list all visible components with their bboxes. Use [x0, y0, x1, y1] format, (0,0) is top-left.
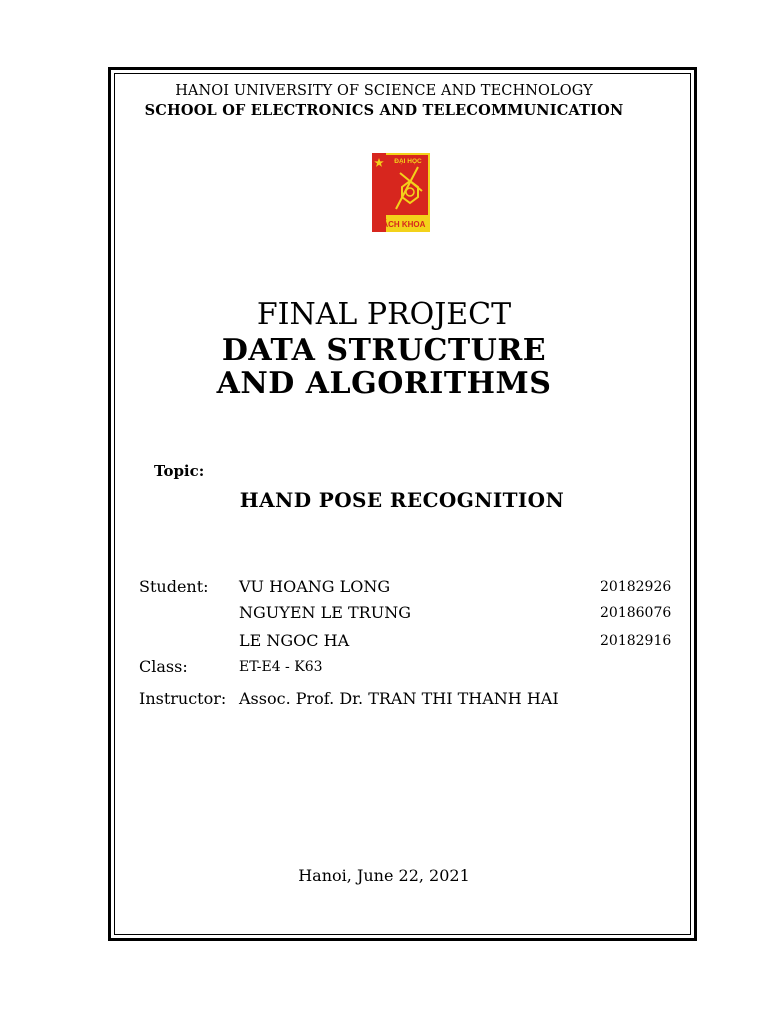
project-title-line2: AND ALGORITHMS: [216, 366, 552, 401]
student-name-2: NGUYEN LE TRUNG: [239, 603, 411, 622]
project-type: FINAL PROJECT: [256, 297, 512, 332]
date-place: Hanoi, June 22, 2021: [298, 866, 470, 885]
student-label: Student:: [139, 577, 209, 596]
university-name: HANOI UNIVERSITY OF SCIENCE AND TECHNOLOGY: [175, 83, 593, 99]
topic-value: HAND POSE RECOGNITION: [239, 488, 565, 512]
instructor-label: Instructor:: [139, 689, 227, 708]
class-label: Class:: [139, 657, 188, 676]
university-logo: [372, 153, 430, 232]
student-id-2: 20186076: [600, 605, 672, 621]
student-id-3: 20182916: [600, 633, 672, 649]
student-name-3: LE NGOC HA: [239, 631, 350, 650]
logo-bottom-text: BÁCH KHOA: [376, 220, 426, 229]
instructor-value: Assoc. Prof. Dr. TRAN THI THANH HAI: [239, 689, 559, 708]
school-name: SCHOOL OF ELECTRONICS AND TELECOMMUNICATION: [144, 102, 624, 119]
project-title-line1: DATA STRUCTURE: [221, 333, 547, 368]
topic-label: Topic:: [154, 462, 205, 480]
student-id-1: 20182926: [600, 579, 672, 595]
class-value: ET-E4 - K63: [239, 659, 323, 675]
student-name-1: VU HOANG LONG: [239, 577, 391, 596]
logo-top-text: ĐẠI HỌC: [394, 158, 422, 165]
